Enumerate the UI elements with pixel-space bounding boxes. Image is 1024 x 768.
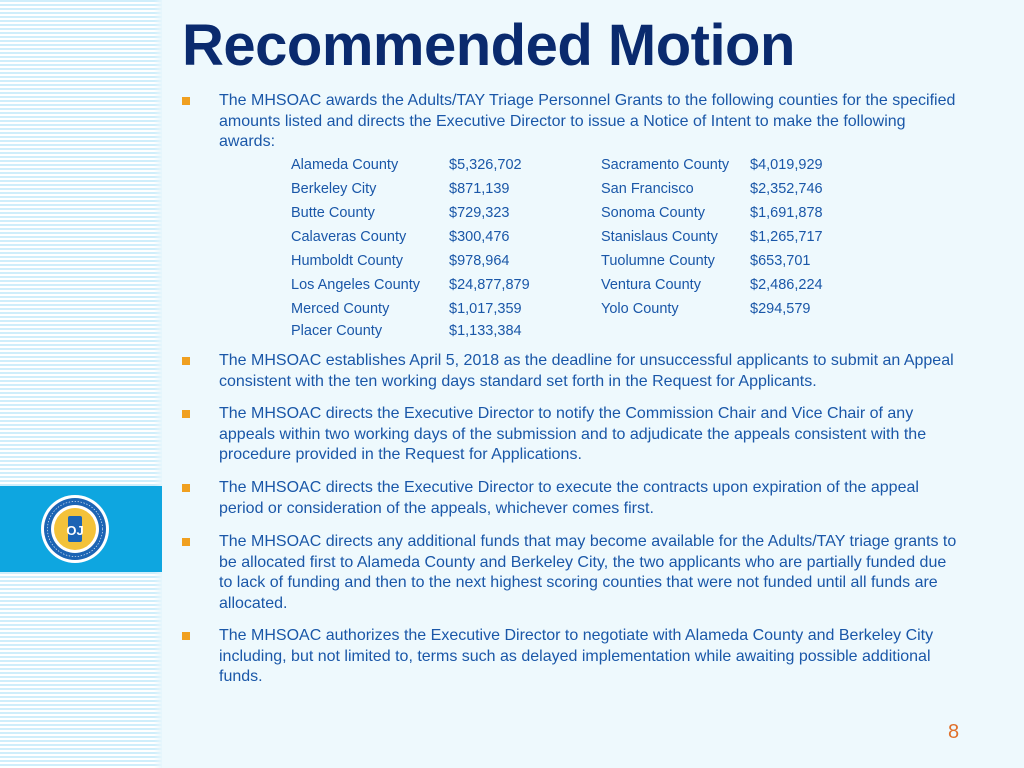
county-name: Merced County <box>291 301 390 317</box>
county-name: Sacramento County <box>601 157 730 173</box>
bullet-square-icon <box>182 97 190 105</box>
bullet-square-icon <box>182 410 190 418</box>
award-amount: $729,323 <box>449 205 510 221</box>
award-amount: $1,133,384 <box>449 323 522 339</box>
award-amount: $1,017,359 <box>449 301 522 317</box>
award-amount: $24,877,879 <box>449 277 530 293</box>
county-name: Los Angeles County <box>291 277 420 293</box>
award-amount: $5,326,702 <box>449 157 522 173</box>
county-name: Humboldt County <box>291 253 404 269</box>
county-name: Alameda County <box>291 157 399 173</box>
mhsoac-seal-logo <box>40 494 110 564</box>
award-amount: $2,352,746 <box>750 181 823 197</box>
bullet-square-icon <box>182 538 190 546</box>
page-number: 8 <box>948 721 960 743</box>
award-amount: $294,579 <box>750 301 811 317</box>
award-amount: $300,476 <box>449 229 510 245</box>
county-name: Placer County <box>291 323 383 339</box>
county-name: Berkeley City <box>291 181 377 197</box>
motion-text: The MHSOAC directs any additional funds that may become available for the Adults/TAY triage grants to be allocated first to Alameda County and Berkeley City, the two applicants who are partially funded due to lack of funding and then to the next highest scoring counties that were not funded until all funds are allocated. <box>219 533 957 612</box>
award-amount: $871,139 <box>449 181 510 197</box>
motion-text: The MHSOAC authorizes the Executive Director to negotiate with Alameda County and Berkeley City including, but not limited to, terms such as delayed implementation while awaiting possible additional funds. <box>219 627 934 685</box>
award-amount: $1,691,878 <box>750 205 823 221</box>
county-name: Sonoma County <box>601 205 705 221</box>
county-name: Yolo County <box>601 301 679 317</box>
bullet-square-icon <box>182 632 190 640</box>
award-amount: $653,701 <box>750 253 811 269</box>
award-amount: $1,265,717 <box>750 229 823 245</box>
seal-initials: OJ <box>66 523 84 538</box>
award-amount: $2,486,224 <box>750 277 823 293</box>
motion-text: The MHSOAC establishes April 5, 2018 as the deadline for unsuccessful applicants to submit an Appeal consistent with the ten working days standard set forth in the Request for Applicants. <box>219 352 954 390</box>
county-name: Calaveras County <box>291 229 407 245</box>
county-name: Ventura County <box>601 277 701 293</box>
bullet-square-icon <box>182 484 190 492</box>
county-name: Tuolumne County <box>601 253 715 269</box>
motion-text: The MHSOAC directs the Executive Director to notify the Commission Chair and Vice Chair of any appeals within two working days of the submission and to adjudicate the appeals consistent with the procedure provided in the Request for Applications. <box>219 405 927 463</box>
page-title: Recommended Motion <box>182 13 795 78</box>
motion-text: The MHSOAC directs the Executive Director to execute the contracts upon expiration of the appeal period or consideration of the appeals, whichever comes first. <box>219 479 919 517</box>
county-name: Butte County <box>291 205 375 221</box>
bullet-square-icon <box>182 357 190 365</box>
award-amount: $4,019,929 <box>750 157 823 173</box>
county-name: San Francisco <box>601 181 694 197</box>
intro-text: The MHSOAC awards the Adults/TAY Triage Personnel Grants to the following counties for the specified amounts listed and directs the Executive Director to issue a Notice of Intent to make the following awards: <box>219 92 956 150</box>
county-name: Stanislaus County <box>601 229 718 245</box>
side-stripe-decoration <box>0 0 162 768</box>
award-amount: $978,964 <box>449 253 510 269</box>
